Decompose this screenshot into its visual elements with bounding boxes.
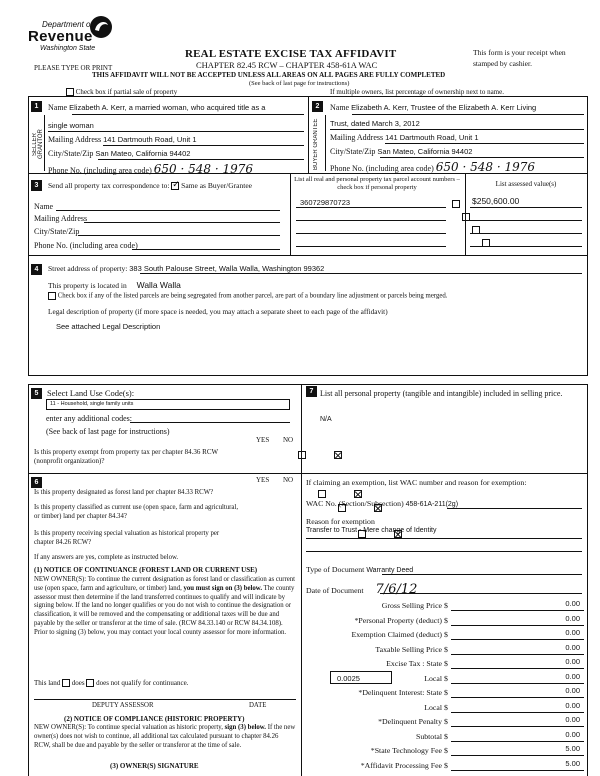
additional-codes-line <box>130 422 290 423</box>
tax-row-line <box>451 683 584 684</box>
doc-type-row <box>306 565 413 574</box>
parcel-header: List all real and personal property tax parcel account numbers – check box if personal property <box>294 176 460 191</box>
currency-sign: $ <box>444 673 448 683</box>
doc-date-label: Date of Document <box>306 586 364 595</box>
land-use-see-back: (See back of last page for instructions) <box>46 427 170 436</box>
wac-value[interactable]: 458-61A-211(2g) <box>405 501 459 508</box>
seller-mailing-value[interactable]: 141 Dartmouth Road, Unit 1 <box>103 135 197 144</box>
tax-row-value[interactable]: 0.00 <box>565 686 580 695</box>
tax-row-value[interactable]: 0.00 <box>565 700 580 710</box>
tax-row-value[interactable]: 0.00 <box>565 642 580 652</box>
tax-row-value[interactable]: 5.00 <box>565 744 580 753</box>
tax-row-line <box>451 770 584 771</box>
buyer-name-value2[interactable]: Trust, dated March 3, 2012 <box>330 119 420 128</box>
buyer-name-value[interactable]: Elizabeth A. Kerr, Trustee of the Elizabeth A. Kerr Living <box>351 103 537 112</box>
buyer-name-row <box>330 103 585 112</box>
tax-row <box>306 613 584 627</box>
wac-line <box>447 508 582 509</box>
s6-yes-header: YES <box>256 476 270 484</box>
currency-sign: $ <box>444 644 448 654</box>
send-correspondence-label: Send all property tax correspondence to: <box>48 181 170 190</box>
tax-row-label: Gross Selling Price <box>381 601 442 610</box>
warning-text: THIS AFFIDAVIT WILL NOT BE ACCEPTED UNLESS ALL AREAS ON ALL PAGES ARE FULLY COMPLETED <box>92 71 446 79</box>
tax-row-label: Taxable Selling Price <box>375 644 442 654</box>
tax-row <box>306 627 584 641</box>
notice1-title: (1) NOTICE OF CONTINUANCE (FOREST LAND OR CURRENT USE) <box>34 566 258 574</box>
corr-name-line <box>56 210 280 211</box>
multiple-owners-note: If multiple owners, list percentage of ownership next to name. <box>330 88 504 96</box>
section-3-number: 3 <box>31 180 42 191</box>
seller-city-line <box>98 159 304 160</box>
legal-label: Legal description of property (if more space is needed, you may attach a separate sheet to each page of the affidavit) <box>48 307 388 316</box>
doc-type-line <box>382 574 582 575</box>
doc-type-value[interactable]: Warranty Deed <box>366 567 414 574</box>
form-title: REAL ESTATE EXCISE TAX AFFIDAVIT <box>185 48 397 60</box>
personal-property-checkbox-1[interactable] <box>452 200 460 208</box>
parcel-line-2 <box>296 220 446 221</box>
tax-row-label: *Personal Property (deduct) <box>354 615 442 625</box>
seller-city-row <box>48 149 190 158</box>
corr-phone-label: Phone No. (including area code) <box>34 241 138 250</box>
section-divider <box>308 96 309 174</box>
current-use-question: Is this property classified as current use (open space, farm and agricultural, or timber) land per chapter 84.34? <box>34 504 239 520</box>
doc-date-line <box>380 593 582 594</box>
seller-city-label: City/State/Zip <box>48 149 94 158</box>
additional-codes-label: enter any additional codes: <box>46 414 132 423</box>
personal-property-label: List all personal property (tangible and intangible) included in selling price. <box>320 389 563 398</box>
corr-city-line <box>78 235 280 236</box>
section-6-top <box>28 473 302 474</box>
street-value[interactable]: 383 South Palouse Street, Walla Walla, Washington 99362 <box>129 264 325 273</box>
personal-property-checkbox-2[interactable] <box>462 213 470 221</box>
doc-type-label: Type of Document <box>306 565 365 574</box>
corr-phone-line <box>132 249 280 250</box>
notice1-text-b: The county assessor must then determine if the land transferred continues to qualify and will indicate by signing below. If the land no longer qualifies or you do not wish to continue the designation or classification, it will be removed and the compensating or additional taxes will be due and payable by the seller or transferor at the time of sale. (RCW 84.33.140 or RCW 84.34.108). Prior to signing (3) below, you may contact your local county assessor for more information. <box>34 584 295 636</box>
seller-vrule <box>44 115 45 171</box>
qualify-row <box>34 679 188 687</box>
does-not-checkbox[interactable] <box>86 679 94 687</box>
tax-row <box>306 758 584 772</box>
send-correspondence-row <box>48 181 252 190</box>
tax-row-line <box>451 639 584 640</box>
seller-mailing-row <box>48 135 197 144</box>
buyer-mailing-value[interactable]: 141 Dartmouth Road, Unit 1 <box>385 133 479 142</box>
tax-row-value[interactable]: 0.00 <box>565 599 580 608</box>
same-as-buyer-label: Same as Buyer/Grantee <box>181 181 252 190</box>
notice2-title: (2) NOTICE OF COMPLIANCE (HISTORIC PROPERTY) <box>64 715 245 723</box>
notice2-text-b: If the new owner(s) does not wish to continue, all additional tax calculated pursuant to chapter 84.26 RCW, shall be due and payable by the seller or transferor at the time of sale. <box>34 724 296 749</box>
local-rate-box[interactable] <box>330 671 392 684</box>
doc-date-value[interactable]: 7/6/12 <box>375 582 418 597</box>
date-label: DATE <box>249 702 267 709</box>
doc-date-row <box>306 582 417 597</box>
personal-property-value[interactable]: N/A <box>320 416 332 423</box>
currency-sign: $ <box>444 731 448 741</box>
same-as-buyer-checkbox[interactable] <box>171 182 179 190</box>
parcel-value[interactable]: 360729870723 <box>300 198 351 207</box>
section-7-number: 7 <box>306 386 317 397</box>
partial-sale-label: Check box if partial sale of property <box>75 88 178 96</box>
assessed-line-4 <box>470 246 582 247</box>
tax-row <box>306 685 584 699</box>
tax-row <box>306 598 584 612</box>
tax-row-label: Local <box>424 673 442 683</box>
notice2-text-a: NEW OWNER(S): To continue special valuation as historic property, <box>34 724 223 731</box>
notice1-bold: you must sign on (3) below. <box>183 584 263 592</box>
tax-row-value[interactable]: 0.00 <box>565 671 580 681</box>
if-yes-note: If any answers are yes, complete as instructed below. <box>34 554 179 561</box>
exemption-top-rule <box>302 473 588 474</box>
deputy-sig-line <box>34 699 296 700</box>
does-checkbox[interactable] <box>62 679 70 687</box>
tax-row <box>306 743 584 757</box>
receipt-note: This form is your receipt when stamped by cashier. <box>473 48 566 68</box>
form-subtitle: CHAPTER 82.45 RCW – CHAPTER 458-61A WAC <box>196 60 378 70</box>
tax-row-line <box>451 726 584 727</box>
buyer-phone-row <box>330 160 535 174</box>
tax-row-label: *Affidavit Processing Fee <box>360 760 442 770</box>
notice2-text <box>34 724 296 750</box>
owner-signature-label: (3) OWNER(S) SIGNATURE <box>110 762 199 770</box>
seller-name-row <box>48 103 303 112</box>
segregated-checkbox[interactable] <box>48 292 56 300</box>
legal-value[interactable]: See attached Legal Description <box>56 322 161 331</box>
tax-row-value[interactable]: 5.00 <box>565 758 580 768</box>
tax-row <box>306 656 584 670</box>
land-use-label: Select Land Use Code(s): <box>47 388 135 398</box>
tax-row-line <box>451 712 584 713</box>
wac-row <box>306 499 458 508</box>
notice2-bold: sign (3) below. <box>224 724 266 731</box>
land-use-select[interactable] <box>46 399 290 410</box>
currency-sign: $ <box>444 702 448 712</box>
section-2-number: 2 <box>312 101 323 112</box>
tax-row <box>306 700 584 714</box>
tax-row <box>306 729 584 743</box>
s5-no-header: NO <box>283 436 294 444</box>
tax-row-value[interactable]: 0.00 <box>565 729 580 739</box>
buyer-mailing-row <box>330 133 479 142</box>
segregated-label: Check box if any of the listed parcels are being segregated from another parcel, are part of a boundary line adjustment or parcels being merged. <box>57 292 448 300</box>
tax-row-label: *Delinquent Penalty <box>378 717 442 726</box>
this-land-label: This land <box>34 679 61 687</box>
corr-mailing-label: Mailing Address <box>34 214 88 223</box>
buyer-vlabel: BUYER GRANTEE <box>313 118 319 170</box>
dept-line2: Revenue <box>28 28 93 45</box>
buyer-phone-label: Phone No. (including area code) <box>330 164 434 173</box>
section-4-box <box>28 256 588 376</box>
located-row <box>48 280 181 290</box>
exemption-label: If claiming an exemption, list WAC number and reason for exemption: <box>306 478 527 487</box>
notice1-text <box>34 576 296 638</box>
reason-line-2 <box>306 551 582 552</box>
s5-yes-header: YES <box>256 436 270 444</box>
assessed-line-2 <box>470 220 582 221</box>
street-label: Street address of property: <box>48 264 128 273</box>
buyer-name-line <box>352 114 584 115</box>
tax-row-line <box>451 625 584 626</box>
street-line <box>140 273 582 274</box>
tax-row-label: Excise Tax : State <box>386 659 442 668</box>
buyer-vrule <box>325 115 326 171</box>
segregated-row <box>48 292 448 300</box>
section-6-number: 6 <box>31 477 42 488</box>
s6-no-header: NO <box>283 476 294 484</box>
wac-label: WAC No. (Section/Subsection) <box>306 499 404 508</box>
parcel-line-3 <box>296 233 446 234</box>
tax-row <box>306 642 584 656</box>
tax-row-value[interactable]: 0.00 <box>565 715 580 724</box>
seller-name-value2[interactable]: single woman <box>48 121 94 130</box>
seller-name-value[interactable]: Elizabeth A. Kerr, a married woman, who acquired title as a <box>69 103 266 112</box>
tax-row-line <box>451 654 584 655</box>
seller-name-line <box>72 114 304 115</box>
currency-sign: $ <box>444 601 448 610</box>
currency-sign: $ <box>444 688 448 697</box>
dor-logo <box>20 14 130 56</box>
currency-sign: $ <box>444 760 448 770</box>
does-label: does <box>71 679 85 687</box>
corr-mailing-line <box>84 222 280 223</box>
exempt-question: Is this property exempt from property tax per chapter 84.36 RCW (nonprofit organization)? <box>34 448 218 465</box>
tax-row-line <box>451 755 584 756</box>
tax-row-line <box>451 610 584 611</box>
currency-sign: $ <box>444 659 448 668</box>
historic-question: Is this property receiving special valuation as historical property per chapter 84.26 RCW? <box>34 530 220 546</box>
reason-label: Reason for exemption <box>306 517 375 526</box>
buyer-city-line <box>380 157 584 158</box>
reason-line-1 <box>306 538 582 539</box>
dept-line1: Department of <box>42 20 93 29</box>
seller-phone-value[interactable]: 650 · 548 · 1976 <box>153 162 253 176</box>
corr-name-label: Name <box>34 202 54 211</box>
buyer-city-row <box>330 147 472 156</box>
buyer-name-label: Name <box>330 103 350 112</box>
parcel-column-rule <box>290 174 291 256</box>
section-5-number: 5 <box>31 388 42 399</box>
local-rate-value: 0.0025 <box>337 673 360 683</box>
tax-row-value[interactable]: 0.00 <box>565 657 580 666</box>
parcel-line-4 <box>296 246 446 247</box>
parcel-line-1 <box>296 207 446 208</box>
buyer-mailing-line <box>385 143 584 144</box>
section-4-number: 4 <box>31 264 42 275</box>
currency-sign: $ <box>444 615 448 625</box>
assessed-header: List assessed value(s) <box>495 180 557 188</box>
tax-row-label: Exemption Claimed (deduct) <box>351 630 442 639</box>
section-1-number: 1 <box>31 101 42 112</box>
tax-table <box>306 598 584 776</box>
corr-city-label: City/State/Zip <box>34 227 80 236</box>
seller-name-line2 <box>48 131 304 132</box>
currency-sign: $ <box>444 717 448 726</box>
seller-mailing-line <box>103 145 304 146</box>
assessed-value[interactable]: $250,600.00 <box>472 196 520 206</box>
tax-row-label: Subtotal <box>416 731 442 741</box>
tax-row-value[interactable]: 0.00 <box>565 628 580 637</box>
currency-sign: $ <box>444 630 448 639</box>
currency-sign: $ <box>444 746 448 755</box>
seller-phone-label: Phone No. (including area code) <box>48 166 152 175</box>
tax-row-label: Local <box>424 702 442 712</box>
buyer-city-value[interactable]: San Mateo, California 94402 <box>377 147 473 156</box>
seller-mailing-label: Mailing Address <box>48 135 102 144</box>
located-label: This property is located in <box>48 281 127 290</box>
tax-row-label: *Delinquent Interest: State <box>358 688 442 697</box>
seller-city-value[interactable]: San Mateo, California 94402 <box>95 149 191 158</box>
buyer-city-label: City/State/Zip <box>330 147 376 156</box>
see-back-header: (See back of last page for instructions) <box>249 80 350 87</box>
reason-value[interactable]: Transfer to Trust - Mere change of Identity <box>306 527 437 534</box>
tax-row-line <box>451 741 584 742</box>
dept-line3: Washington State <box>40 45 96 52</box>
seller-vlabel: SELLER GRANTOR <box>32 129 44 159</box>
located-value[interactable]: Walla Walla <box>136 280 181 290</box>
forest-question: Is this property designated as forest land per chapter 84.33 RCW? <box>34 489 214 496</box>
land-use-value: 11 - Household, single family units <box>50 401 134 407</box>
assessed-line-3 <box>470 233 582 234</box>
buyer-mailing-label: Mailing Address <box>330 133 384 142</box>
buyer-name-line2 <box>330 129 584 130</box>
deputy-label: DEPUTY ASSESSOR <box>92 702 154 709</box>
tax-row <box>306 671 584 685</box>
please-type: PLEASE TYPE OR PRINT <box>34 64 113 72</box>
street-row <box>48 264 324 273</box>
tax-row-line <box>451 697 584 698</box>
assessed-line-1 <box>470 207 582 208</box>
does-not-label: does not qualify for continuance. <box>96 679 189 687</box>
tax-row-line <box>451 668 584 669</box>
buyer-phone-value[interactable]: 650 · 548 · 1976 <box>435 160 535 174</box>
tax-row-value[interactable]: 0.00 <box>565 613 580 623</box>
tax-row-label: *State Technology Fee <box>370 746 442 755</box>
tax-row <box>306 714 584 728</box>
seller-name-label: Name <box>48 103 68 112</box>
notice1-text-a: NEW OWNER(S): To continue the current designation as forest land or classification as current use (open space, farm and agriculture, or timber) land, <box>34 576 296 592</box>
